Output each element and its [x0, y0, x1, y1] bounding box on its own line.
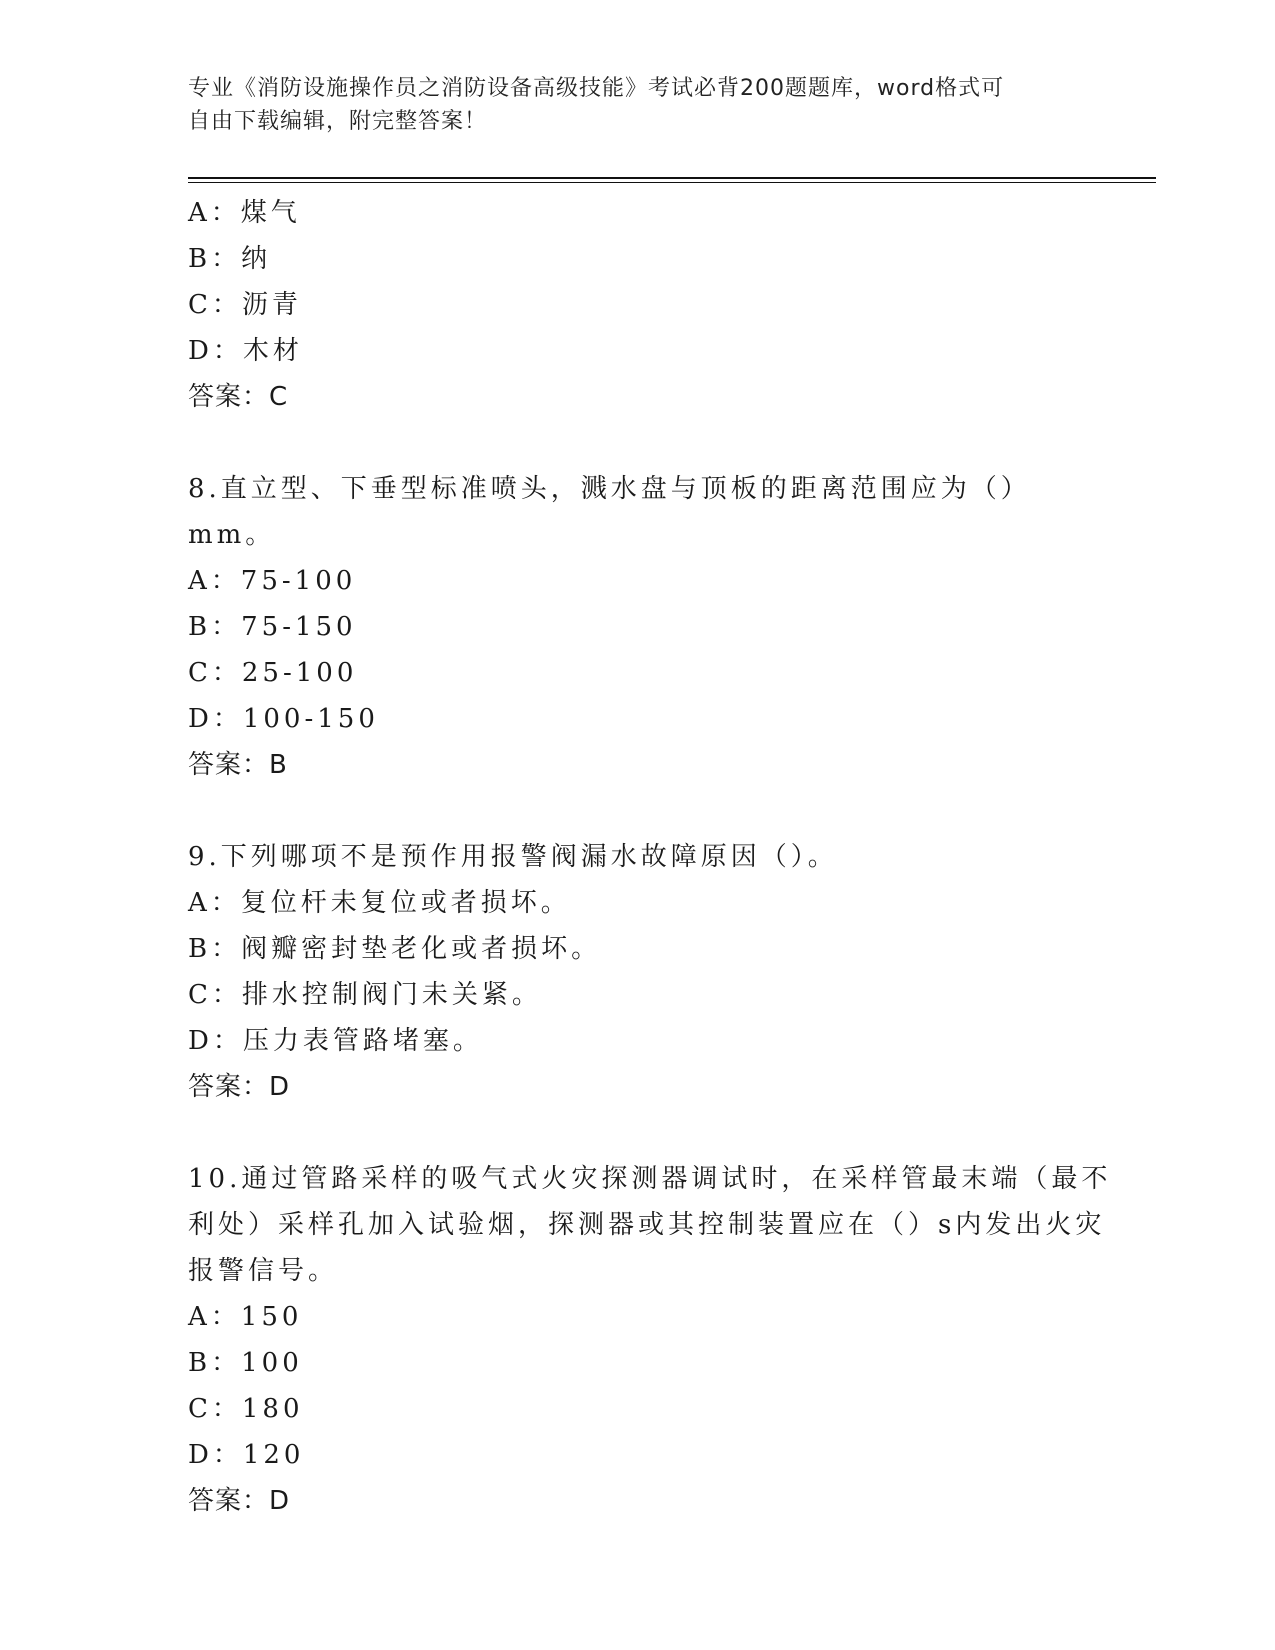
stem-line-1: 10.通过管路采样的吸气式火灾探测器调试时，在采样管最末端（最不 [188, 1164, 1112, 1194]
question-9 [188, 834, 1088, 1110]
spacer [188, 1110, 1088, 1156]
option-d: D：120 [188, 1440, 305, 1470]
option-d: D：压力表管路堵塞。 [188, 1026, 483, 1056]
header-divider-thick [188, 177, 1156, 179]
question-stem: 8.直立型、下垂型标准喷头，溅水盘与顶板的距离范围应为（）mm。 [188, 474, 1031, 550]
stem-line-2: 利处）采样孔加入试验烟，探测器或其控制装置应在（）s内发出火灾 [188, 1210, 1106, 1240]
option-b: B：阀瓣密封垫老化或者损坏。 [188, 934, 602, 964]
answer: 答案：C [188, 382, 289, 412]
option-a: A：150 [188, 1302, 303, 1332]
option-d: D：木材 [188, 336, 303, 366]
question-10 [188, 1156, 1112, 1524]
spacer [188, 420, 1088, 466]
header-line-2: 自由下载编辑，附完整答案！ [188, 109, 488, 134]
document-header [188, 72, 1088, 138]
option-b: B：纳 [188, 244, 272, 274]
answer: 答案：D [188, 1486, 291, 1516]
option-c: C：沥青 [188, 290, 302, 320]
question-8 [188, 466, 1088, 788]
answer: 答案：B [188, 750, 288, 780]
option-c: C：180 [188, 1394, 304, 1424]
option-d: D：100-150 [188, 704, 379, 734]
option-c: C：25-100 [188, 658, 358, 688]
question-7 [188, 190, 1088, 420]
option-b: B：75-150 [188, 612, 357, 642]
option-a: A：煤气 [188, 198, 301, 228]
question-stem [188, 1156, 1112, 1294]
question-stem: 9.下列哪项不是预作用报警阀漏水故障原因（）。 [188, 842, 838, 872]
spacer [188, 788, 1088, 834]
header-line-1: 专业《消防设施操作员之消防设备高级技能》考试必背200题题库，word格式可 [188, 76, 1005, 101]
stem-line-3: 报警信号。 [188, 1256, 339, 1286]
header-divider-thin [188, 182, 1156, 183]
option-a: A：复位杆未复位或者损坏。 [188, 888, 571, 918]
option-b: B：100 [188, 1348, 303, 1378]
question-list [188, 190, 1112, 1524]
option-c: C：排水控制阀门未关紧。 [188, 980, 542, 1010]
option-a: A：75-100 [188, 566, 357, 596]
answer: 答案：D [188, 1072, 291, 1102]
